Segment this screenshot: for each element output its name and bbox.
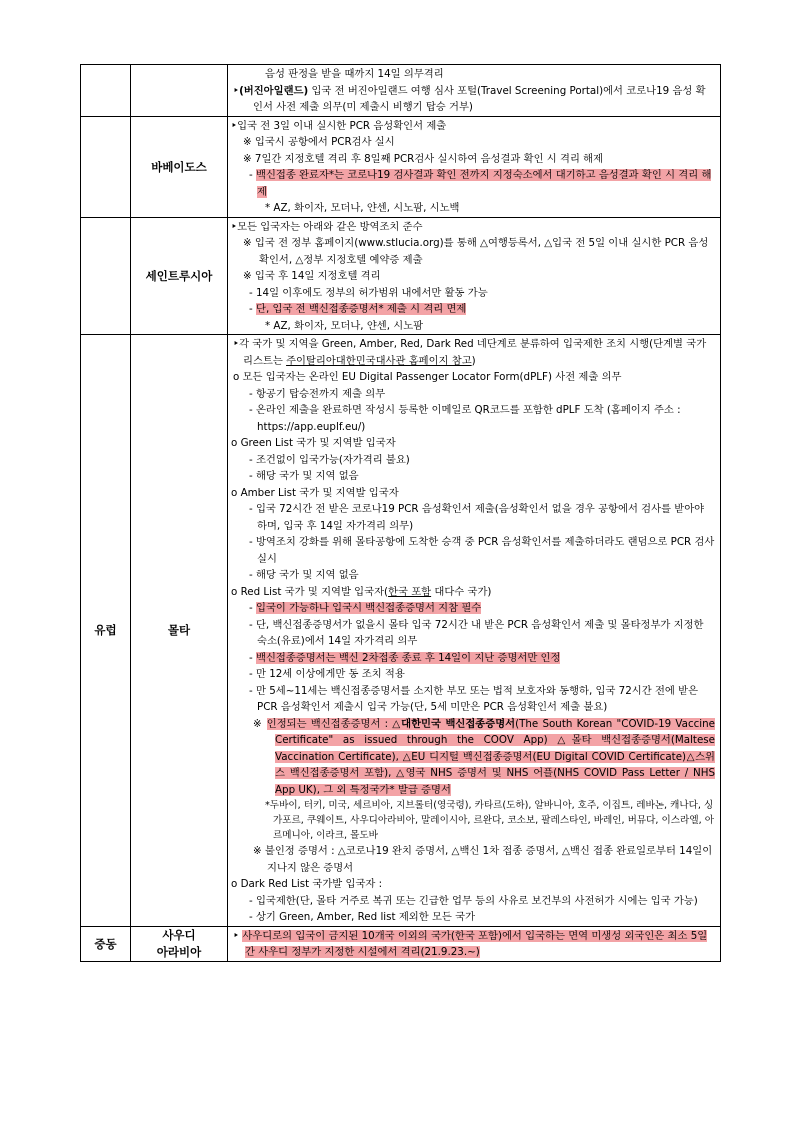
barbados-line-5: * AZ, 화이자, 모더나, 얀센, 시노팜, 시노백 <box>265 202 460 214</box>
region-cell-caribbean-3 <box>81 217 131 335</box>
red-item-5: - 만 5세~11세는 백신접종증명서를 소지한 부모 또는 법적 보호자와 동행하, 입국 72시간 전에 받은 PCR 음성확인서 제출시 입국 가능(단, 5세 미만은 PCR 음성확인서 제출 불요) <box>249 684 699 713</box>
stlucia-line-5 <box>231 301 715 318</box>
cert-list: (The South Korean "COVID-19 Vaccine Certificate" as issued through the COOV App) △몰타 백신접종증명서(Maltese Vaccination Certificate), △EU 디지털 백신접종증명서(EU Digital COVID Certificate)△스위스 백신접종증명서 포함), △영국 NHS 증명서 및 NHS 어플(NHS COVID Pass Letter / NHS App UK), 그 외 특정국가* 발급 증명서 <box>275 717 716 796</box>
green-item-1: - 조건없이 입국가능(자가격리 불요) <box>249 453 410 466</box>
red-item-4: - 만 12세 이상에게만 동 조치 적용 <box>249 668 405 680</box>
cert-label: 인정되는 백신접종증명서 : <box>266 717 393 730</box>
barbados-line-3: ※ 7일간 지정호텔 격리 후 8일째 PCR검사 실시하여 음성결과 확인 시 격리 해제 <box>243 152 604 165</box>
saudi-rule-highlight: 사우디로의 입국이 금지된 10개국 이외의 국가(한국 포함)에서 입국하는 면역 미생성 외국인은 최소 5일간 사우디 정부가 지정한 시설에서 격리(21.9.23.~) <box>242 929 708 958</box>
green-list-heading: o Green List 국가 및 지역발 입국자 <box>231 437 396 449</box>
dash: - <box>249 169 256 181</box>
reference-mark: ※ <box>253 717 267 730</box>
country-name-saudi-arabia: 사우디 아라비아 <box>131 926 228 961</box>
region-cell-caribbean <box>81 65 131 117</box>
barbados-vaccine-highlight: 백신접종 완료자*는 코로나19 검사결과 확인 전까지 지정숙소에서 대기하고 음성결과 확인 시 격리 해제 <box>256 169 712 198</box>
row-barbados <box>81 116 721 217</box>
red-list-heading <box>231 584 715 601</box>
stlucia-line-2: ※ 입국 전 정부 홈페이지(www.stlucia.org)를 통해 △여행등록서, △입국 전 5일 이내 실시한 PCR 음성확인서, △정부 지정호텔 예약증 제출 <box>243 237 709 266</box>
red-item-1-highlight: 입국이 가능하나 입국시 백신접종증명서 지참 필수 <box>256 602 482 614</box>
region-europe: 유럽 <box>81 335 131 927</box>
red-item-3: - 백신접종증명서는 백신 2차접종 종료 후 14일이 지난 증명서만 인정 <box>249 651 561 664</box>
bvi-portal-rule: ‣(버진아일랜드) 입국 전 버진아일랜드 여행 심사 포털(Travel Screening Portal)에서 코로나19 음성 확인서 사전 제출 의무(미 제출시 비행기 탑승 거부) <box>233 84 706 113</box>
dplf-heading: o 모든 입국자는 온라인 EU Digital Passenger Locator Form(dPLF) 사전 제출 의무 <box>233 371 622 383</box>
dark-red-item-1: - 입국제한(단, 몰타 거주로 복귀 또는 긴급한 업무 등의 사유로 보건부의 사전허가 시에는 입국 가능) <box>249 894 698 907</box>
korea-certificate: △대한민국 백신접종증명서 <box>392 717 516 730</box>
barbados-line-2: ※ 입국시 공항에서 PCR검사 실시 <box>243 136 395 148</box>
saint-lucia-content <box>228 217 721 335</box>
country-name-barbados: 바베이도스 <box>131 116 228 217</box>
bvi-label: (버진아일랜드) <box>239 84 309 97</box>
stlucia-line-1: ‣모든 입국자는 아래와 같은 방역조치 준수 <box>231 220 423 233</box>
malta-intro <box>231 336 715 369</box>
saudi-rule <box>231 928 715 961</box>
dark-red-item-2: - 상기 Green, Amber, Red list 제외한 모든 국가 <box>249 911 476 923</box>
stlucia-line-3: ※ 입국 후 14일 지정호텔 격리 <box>243 270 381 282</box>
row-bvi-continuation <box>81 65 721 117</box>
korea-included: 한국 포함 <box>388 585 432 598</box>
dplf-item-2: - 온라인 제출을 완료하면 작성시 등록한 이메일로 QR코드를 포함한 dPLF 도착 (홈페이지 주소 : https://app.euplf.eu/) <box>249 404 681 433</box>
amber-list-heading: o Amber List 국가 및 지역발 입국자 <box>231 486 399 499</box>
stlucia-line-4: - 14일 이후에도 정부의 허가범위 내에서만 활동 가능 <box>249 286 488 299</box>
malta-intro-close: ) <box>471 354 476 367</box>
stlucia-line-6: * AZ, 화이자, 모더나, 얀센, 시노팜 <box>265 319 424 332</box>
red-item-1: - 입국이 가능하나 입국시 백신접종증명서 지참 필수 <box>249 602 482 614</box>
arrow-bullet: ‣ <box>233 929 243 942</box>
recognized-certificates-highlight <box>267 718 715 796</box>
red-heading-tail: 대다수 국가) <box>431 585 492 598</box>
country-name-malta: 몰타 <box>131 335 228 927</box>
dark-red-heading: o Dark Red List 국가발 입국자 : <box>231 878 383 890</box>
country-cell-bvi <box>131 65 228 117</box>
region-middle-east: 중동 <box>81 926 131 961</box>
barbados-content <box>228 116 721 217</box>
entry-restrictions-table <box>80 64 721 962</box>
embassy-homepage-link[interactable]: 주이탈리아대한민국대사관 홈페이지 참고 <box>286 354 472 367</box>
stlucia-exemption-highlight: 단, 입국 전 백신접종증명서* 제출 시 격리 면제 <box>256 303 467 315</box>
bvi-continuation-line: 음성 판정을 받을 때까지 14일 의무격리 <box>265 68 444 80</box>
barbados-line-1: ‣입국 전 3일 이내 실시한 PCR 음성확인서 제출 <box>231 119 447 132</box>
bvi-content <box>228 65 721 117</box>
amber-item-2: - 방역조치 강화를 위해 몰타공항에 도착한 승객 중 PCR 음성확인서를 제출하더라도 랜덤으로 PCR 검사 실시 <box>249 536 715 565</box>
row-saint-lucia <box>81 217 721 335</box>
malta-content <box>228 335 721 927</box>
dplf-item-1: - 항공기 탑승전까지 제출 의무 <box>249 387 386 400</box>
amber-item-3: - 해당 국가 및 지역 없음 <box>249 569 359 581</box>
row-saudi-arabia <box>81 926 721 961</box>
country-name-saint-lucia: 세인트루시아 <box>131 217 228 335</box>
malta-intro-text: ‣각 국가 및 지역을 Green, Amber, Red, Dark Red 네단계로 분류하여 입국제한 조치 시행(단계별 국가 리스트는 <box>233 338 707 367</box>
saudi-content <box>228 926 721 961</box>
barbados-line-4 <box>231 167 715 200</box>
red-item-2: - 단, 백신접종증명서가 없을시 몰타 입국 72시간 내 받은 PCR 음성확인서 제출 및 몰타정부가 지정한 숙소(유료)에서 14일 자가격리 의무 <box>249 618 704 647</box>
dash: - <box>249 303 256 315</box>
recognized-certificates <box>231 716 715 799</box>
row-malta <box>81 335 721 927</box>
amber-item-1: - 입국 72시간 전 받은 코로나19 PCR 음성확인서 제출(음성확인서 없을 경우 공항에서 검사를 받아야 하며, 입국 후 14일 자가격리 의무) <box>249 503 705 532</box>
nonrecognized-certificates: ※ 불인정 증명서 : △코로나19 완치 증명서, △백신 1차 접종 증명서, △백신 접종 완료일로부터 14일이 지나지 않은 증명서 <box>253 845 713 874</box>
red-item-3-highlight: 백신접종증명서는 백신 2차접종 종료 후 14일이 지난 증명서만 인정 <box>256 651 561 664</box>
red-heading-text: o Red List 국가 및 지역발 입국자( <box>231 585 389 598</box>
specific-countries-note: *두바이, 터키, 미국, 세르비아, 지브롤터(영국령), 카타르(도하), 알바니아, 호주, 이집트, 레바논, 캐나다, 싱가포르, 쿠웨이트, 사우디아라비아, 말레이시아, 르완다, 코소보, 팔레스타인, 바레인, 버뮤다, 이스라엘, 아르메니아, 이라크, 몰도바 <box>265 800 714 841</box>
green-item-2: - 해당 국가 및 지역 없음 <box>249 470 359 482</box>
bvi-text: 입국 전 버진아일랜드 여행 심사 포털(Travel Screening Portal)에서 코로나19 음성 확인서 사전 제출 의무(미 제출시 비행기 탑승 거부) <box>253 84 706 113</box>
region-cell-caribbean-2 <box>81 116 131 217</box>
